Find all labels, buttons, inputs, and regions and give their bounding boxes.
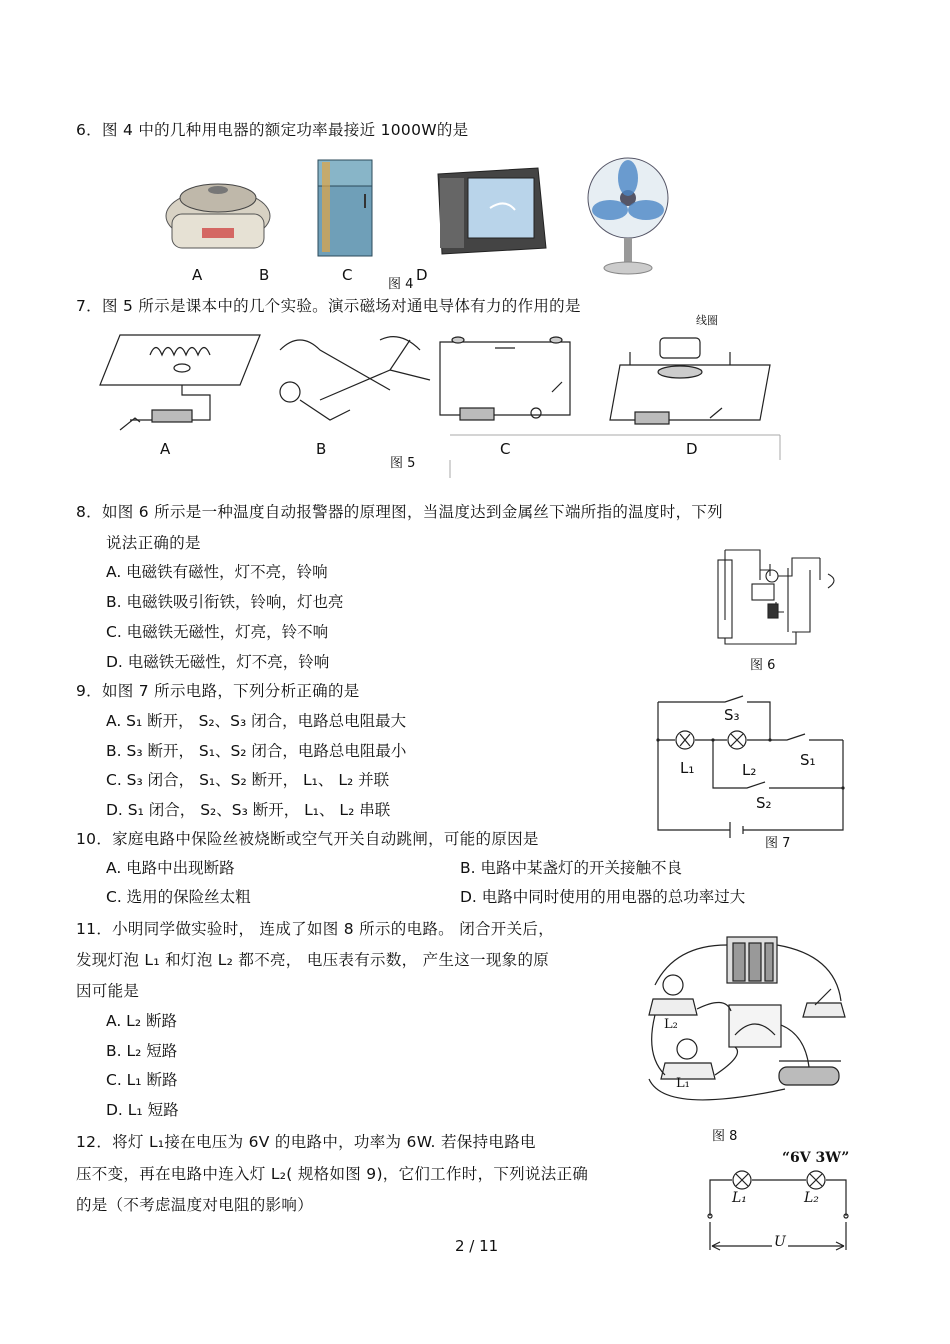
q11-line-3: 因可能是: [76, 982, 140, 1000]
q8-option-b: B. 电磁铁吸引衔铁，铃响，灯也亮: [106, 593, 344, 611]
fig9-rating-label: “6V 3W”: [782, 1150, 850, 1166]
electric-fan-image: [588, 158, 668, 274]
q8-text-2: 说法正确的是: [106, 534, 201, 552]
q7-text: 7．图 5 所示是课本中的几个实验。演示磁场对通电导体有力的作用的是: [76, 297, 581, 315]
fig9-u-label: U: [774, 1234, 786, 1250]
fig4-label-c: C: [342, 266, 353, 284]
q8-text: 8．如图 6 所示是一种温度自动报警器的原理图，当温度达到金属丝下端所指的温度时，下列: [76, 503, 723, 521]
fig4-caption: 图 4: [388, 277, 414, 292]
q9-text: 9．如图 7 所示电路，下列分析正确的是: [76, 682, 360, 700]
fig7-s1-label: S₁: [800, 751, 816, 769]
q10-option-b: B. 电路中某盏灯的开关接触不良: [460, 859, 682, 877]
fig5-caption: 图 5: [390, 456, 416, 471]
q8-option-d: D. 电磁铁无磁性，灯不亮，铃响: [106, 653, 330, 671]
rice-cooker-image: [166, 184, 270, 248]
fig7-l1-label: L₁: [680, 759, 695, 777]
q11-line-2: 发现灯泡 L₁ 和灯泡 L₂ 都不亮， 电压表有示数， 产生这一现象的原: [76, 951, 550, 969]
fig7-caption: 图 7: [765, 836, 791, 851]
q9-option-b: B. S₃ 断开， S₁、S₂ 闭合，电路总电阻最小: [106, 742, 407, 760]
fig9-l1-label: L₁: [732, 1190, 747, 1206]
q6-text: 6．图 4 中的几种用电器的额定功率最接近 1000W的是: [76, 121, 469, 139]
experiment-d-image: [610, 338, 770, 424]
fig8-l2-label: L₂: [664, 1017, 678, 1032]
q11-option-b: B. L₂ 短路: [106, 1042, 178, 1060]
q8-option-a: A. 电磁铁有磁性，灯不亮，铃响: [106, 563, 328, 581]
q12-line-3: 的是（不考虑温度对电阻的影响）: [76, 1196, 314, 1214]
q9-option-a: A. S₁ 断开， S₂、S₃ 闭合，电路总电阻最大: [106, 712, 407, 730]
q12-line-2: 压不变，再在电路中连入灯 L₂( 规格如图 9)，它们工作时，下列说法正确: [76, 1165, 589, 1183]
fig7-s3-label: S₃: [724, 706, 740, 724]
refrigerator-image: [318, 160, 372, 256]
fig8-caption: 图 8: [712, 1129, 738, 1144]
coil-label: 线圈: [696, 314, 718, 327]
fig8-l1-label: L₁: [676, 1076, 690, 1091]
q10-option-d: D. 电路中同时使用的用电器的总功率过大: [460, 888, 746, 906]
fig6-caption: 图 6: [750, 658, 776, 673]
television-image: [438, 168, 546, 254]
fig4-label-a: A: [192, 266, 203, 284]
experiment-c-image: [440, 337, 570, 420]
figure-6-alarm-circuit: [700, 540, 850, 650]
q10-option-c: C. 选用的保险丝太粗: [106, 888, 251, 906]
fig4-label-b: B: [259, 266, 270, 284]
q11-option-c: C. L₁ 断路: [106, 1071, 178, 1089]
fig7-l2-label: L₂: [742, 761, 757, 779]
q9-option-d: D. S₁ 闭合， S₂、S₃ 断开， L₁、 L₂ 串联: [106, 801, 391, 819]
q10-text: 10．家庭电路中保险丝被烧断或空气开关自动跳闸，可能的原因是: [76, 830, 539, 848]
fig5-label-d: D: [686, 440, 698, 458]
fig5-label-a: A: [160, 440, 171, 458]
q8-option-c: C. 电磁铁无磁性，灯亮，铃不响: [106, 623, 329, 641]
fig5-label-c: C: [500, 440, 511, 458]
fig9-l2-label: L₂: [804, 1190, 819, 1206]
fig4-label-d: D: [416, 266, 428, 284]
q11-option-d: D. L₁ 短路: [106, 1101, 179, 1119]
q12-line-1: 12．将灯 L₁接在电压为 6V 的电路中，功率为 6W. 若保持电路电: [76, 1133, 536, 1151]
experiment-b-image: [280, 337, 430, 420]
q9-option-c: C. S₃ 闭合， S₁、S₂ 断开， L₁、 L₂ 并联: [106, 771, 390, 789]
q11-option-a: A. L₂ 断路: [106, 1012, 177, 1030]
fig7-s2-label: S₂: [756, 794, 772, 812]
experiment-a-image: [100, 335, 260, 430]
page-number: 2 / 11: [455, 1237, 499, 1255]
figure-5: [90, 310, 790, 460]
fig5-label-b: B: [316, 440, 327, 458]
q10-option-a: A. 电路中出现断路: [106, 859, 235, 877]
q11-line-1: 11．小明同学做实验时， 连成了如图 8 所示的电路。 闭合开关后，: [76, 920, 554, 938]
